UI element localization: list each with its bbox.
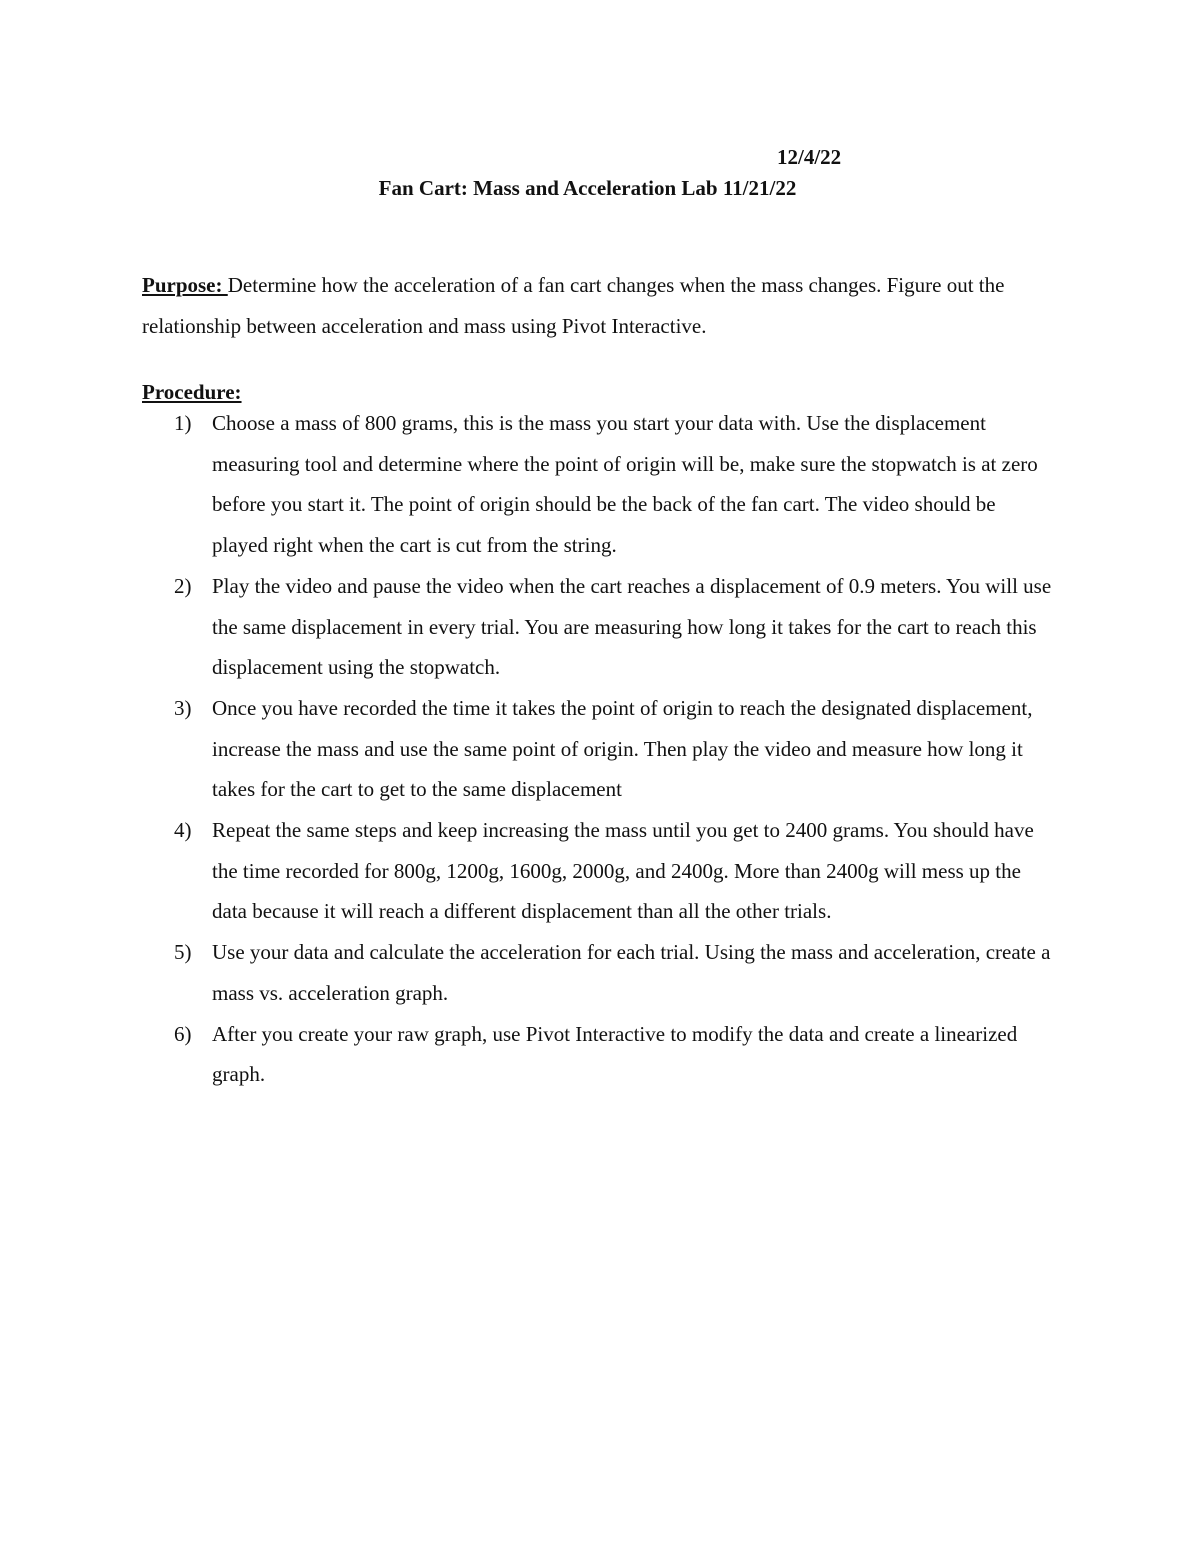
step-number: 6) <box>174 1021 192 1046</box>
procedure-step-1 <box>142 403 1052 566</box>
purpose-paragraph <box>142 265 1057 347</box>
procedure-step-3 <box>142 688 1052 810</box>
procedure-step-2 <box>142 566 1052 688</box>
procedure-step-4 <box>142 810 1052 932</box>
step-number: 2) <box>174 573 192 598</box>
procedure-heading: Procedure: <box>142 380 242 404</box>
step-number: 1) <box>174 411 192 435</box>
step-text: Use your data and calculate the acceleration for each trial. Using the mass and acceleration, create a mass vs. acceleration graph. <box>212 940 1051 1005</box>
purpose-label: Purpose: <box>142 273 228 297</box>
step-text: Play the video and pause the video when the cart reaches a displacement of 0.9 meters. You will use the same displacement in every trial. You are measuring how long it takes for the cart to reach this displacement using the stopwatch. <box>212 573 1052 680</box>
step-text: After you create your raw graph, use Pivot Interactive to modify the data and create a linearized graph. <box>212 1021 1018 1087</box>
step-text: Repeat the same steps and keep increasing the mass until you get to 2400 grams. You should have the time recorded for 800g, 1200g, 1600g, 2000g, and 2400g. More than 2400g will mess up the data because it will reach a different displacement than all the other trials. <box>212 818 1034 924</box>
procedure-steps <box>142 403 1052 1095</box>
step-text: Once you have recorded the time it takes the point of origin to reach the designated displacement, increase the mass and use the same point of origin. Then play the video and measure how long it takes for the cart to get to the same displacement <box>212 695 1033 802</box>
document-title: Fan Cart: Mass and Acceleration Lab 11/21/22 <box>378 176 797 200</box>
procedure-step-6 <box>142 1014 1052 1095</box>
document-date: 12/4/22 <box>777 145 842 169</box>
purpose-text: Determine how the acceleration of a fan cart changes when the mass changes. Figure out the relationship between acceleration and mass using Pivot Interactive. <box>142 273 1005 338</box>
step-number: 5) <box>174 940 192 965</box>
step-text: Choose a mass of 800 grams, this is the mass you start your data with. Use the displacement measuring tool and determine where the point of origin will be, make sure the stopwatch is at zero before you start it. The point of origin should be the back of the fan cart. The video should be played right when the cart is cut from the string. <box>212 411 1038 558</box>
step-number: 4) <box>174 818 192 843</box>
step-number: 3) <box>174 695 192 720</box>
procedure-step-5 <box>142 932 1052 1013</box>
